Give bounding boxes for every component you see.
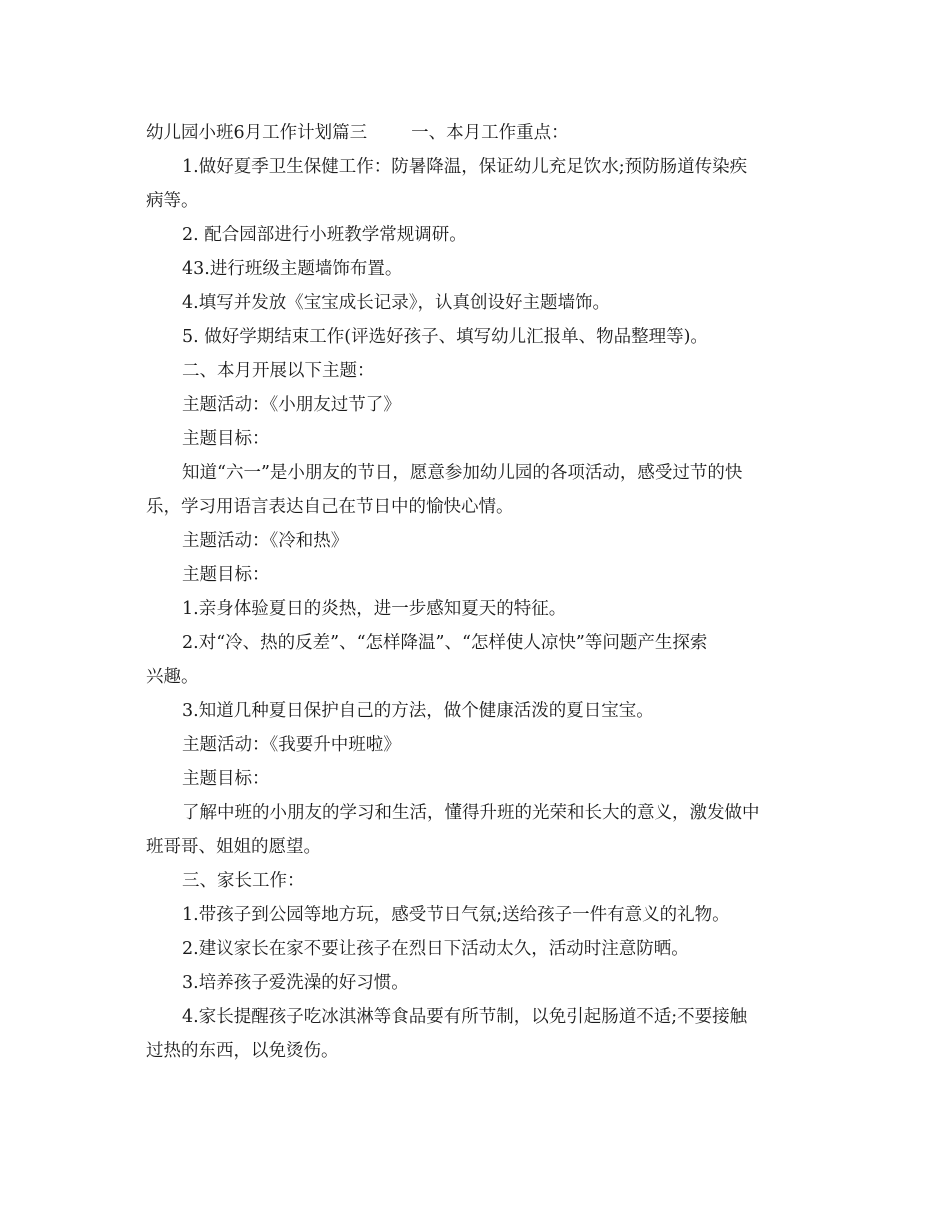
text-line: 1.带孩子到公园等地方玩，感受节日气氛;送给孩子一件有意义的礼物。 <box>182 905 730 925</box>
text-line: 主题活动：《我要升中班啦》 <box>182 735 401 755</box>
text-line: 43.进行班级主题墙饰布置。 <box>182 259 403 279</box>
text-line: 主题活动：《小朋友过节了》 <box>182 395 401 415</box>
text-line: 1.做好夏季卫生保健工作：防暑降温，保证幼儿充足饮水;预防肠道传染疾 <box>182 157 748 177</box>
text-line: 2. 配合园部进行小班教学常规调研。 <box>182 225 467 245</box>
text-line: 三、家长工作： <box>182 871 305 891</box>
text-line: 主题活动：《冷和热》 <box>182 531 349 551</box>
document-title: 幼儿园小班6月工作计划篇三 <box>146 123 368 143</box>
text-line: 过热的东西，以免烫伤。 <box>146 1041 339 1061</box>
document-body <box>146 116 806 1068</box>
text-line: 二、本月开展以下主题： <box>182 361 375 381</box>
text-line: 病等。 <box>146 191 199 211</box>
text-line: 4.家长提醒孩子吃冰淇淋等食品要有所节制，以免引起肠道不适;不要接触 <box>182 1007 748 1027</box>
document-title-line <box>146 116 806 150</box>
text-line: 知道“六一”是小朋友的节日，愿意参加幼儿园的各项活动，感受过节的快 <box>182 463 743 483</box>
text-line: 主题目标： <box>182 429 270 449</box>
text-line: 乐，学习用语言表达自己在节日中的愉快心情。 <box>146 497 514 517</box>
text-line: 3.知道几种夏日保护自己的方法，做个健康活泼的夏日宝宝。 <box>182 701 654 721</box>
text-line: 兴趣。 <box>146 667 199 687</box>
text-line: 2.建议家长在家不要让孩子在烈日下活动太久，活动时注意防晒。 <box>182 939 689 959</box>
text-line: 主题目标： <box>182 769 270 789</box>
section-heading: 一、本月工作重点： <box>411 123 569 143</box>
text-line: 了解中班的小朋友的学习和生活，懂得升班的光荣和长大的意义，激发做中 <box>182 803 760 823</box>
text-line: 主题目标： <box>182 565 270 585</box>
text-line: 1.亲身体验夏日的炎热，进一步感知夏天的特征。 <box>182 599 567 619</box>
text-line: 2.对“冷、热的反差”、“怎样降温”、“怎样使人凉快”等问题产生探索 <box>182 633 708 653</box>
text-line: 5. 做好学期结束工作(评选好孩子、填写幼儿汇报单、物品整理等)。 <box>182 327 708 347</box>
text-line: 3.培养孩子爱洗澡的好习惯。 <box>182 973 409 993</box>
text-line: 4.填写并发放《宝宝成长记录》，认真创设好主题墙饰。 <box>182 293 610 313</box>
text-line: 班哥哥、姐姐的愿望。 <box>146 837 321 857</box>
